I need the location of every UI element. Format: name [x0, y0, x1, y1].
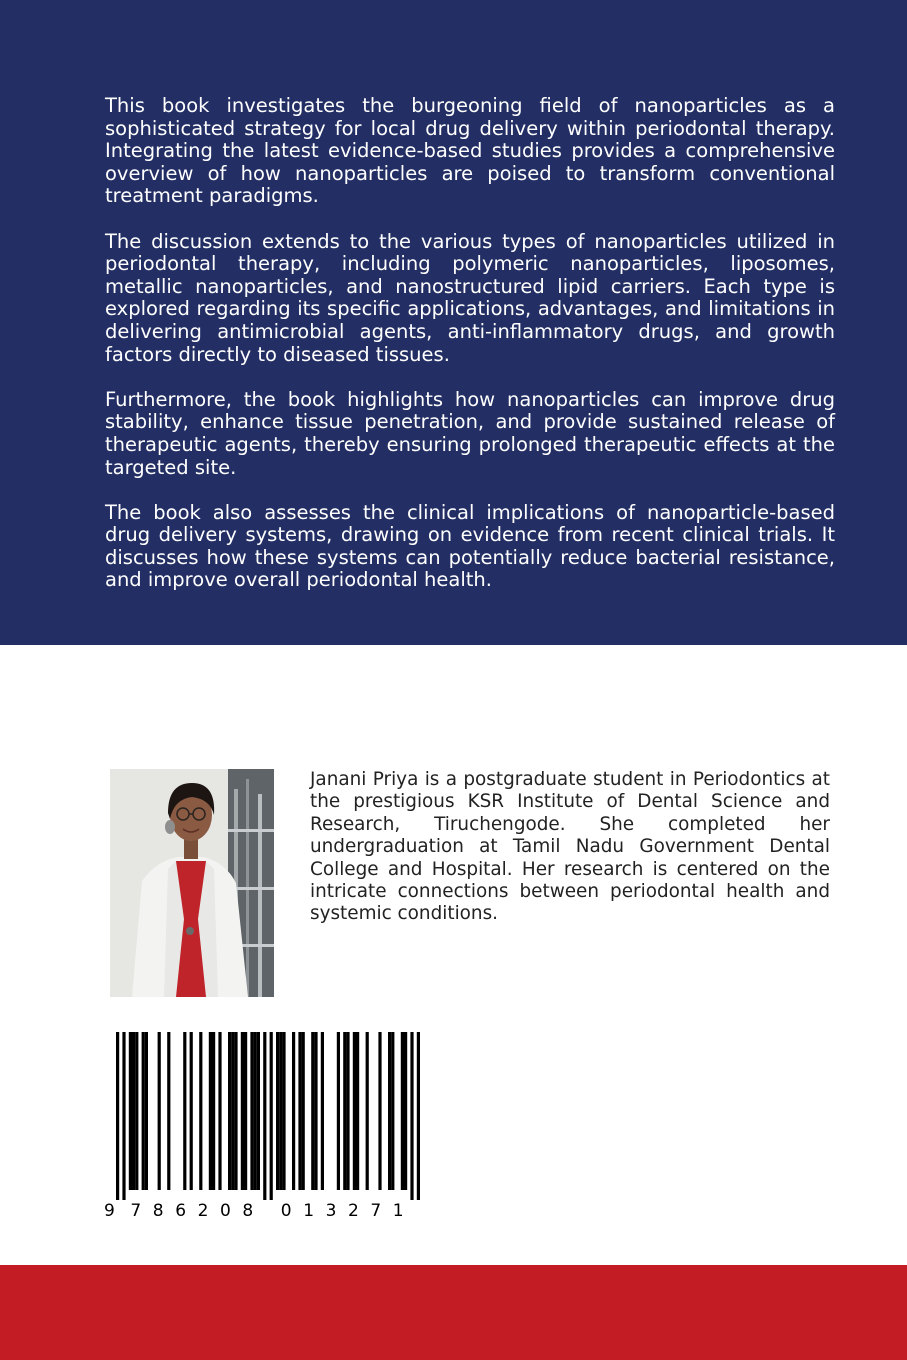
barcode-guard-bar: [122, 1032, 125, 1200]
barcode-digit: 8: [242, 1201, 254, 1221]
barcode-bar: [292, 1032, 295, 1190]
barcode-bar: [145, 1032, 148, 1190]
barcode-bar: [298, 1032, 301, 1190]
barcode-bar: [228, 1032, 231, 1190]
blurb-paragraph-4: The book also assesses the clinical implications of nanoparticle-based drug delivery systems, drawing on evidence from recent clinical trials. It discusses how these systems can potentially reduce bacterial resistance, and improve overall periodontal health.: [105, 500, 835, 592]
blurb-paragraph-2: The discussion extends to the various types of nanoparticles utilized in periodontal therapy, including polymeric nanoparticles, liposomes, metallic nanoparticles, and nanostructured lipid carriers. Each type is explored regarding its specific applications, advantages, and limitations in delivering antimicrobial agents, anti-inflammatory drugs, and growth factors directly to diseased tissues.: [105, 229, 835, 366]
barcode-digit: 7: [370, 1201, 382, 1221]
barcode-digit: 8: [152, 1201, 164, 1221]
barcode-bar: [279, 1032, 282, 1190]
barcode-bar: [199, 1032, 202, 1190]
barcode-bar: [142, 1032, 145, 1190]
barcode-bar: [250, 1032, 253, 1190]
barcode-guard-bar: [270, 1032, 273, 1200]
barcode-bar: [231, 1032, 234, 1190]
barcode-bar: [158, 1032, 161, 1190]
book-description: [105, 95, 835, 615]
barcode-bar: [321, 1032, 324, 1190]
barcode-bar: [378, 1032, 381, 1190]
barcode-bar: [132, 1032, 135, 1190]
blurb-paragraph-1: This book investigates the burgeoning field of nanoparticles as a sophisticated strategy for local drug delivery within periodontal therapy. Integrating the latest evidence-based studies provides a comprehensive overview of how nanoparticles are poised to transform conventional treatment paradigms.: [105, 94, 835, 208]
barcode-guard-bar: [263, 1032, 266, 1200]
barcode-bar: [401, 1032, 404, 1190]
barcode-bar: [282, 1032, 285, 1190]
bottom-color-band: [0, 1265, 907, 1360]
barcode-digit: 1: [392, 1201, 404, 1221]
barcode-bar: [257, 1032, 260, 1190]
blurb-paragraph-3: Furthermore, the book highlights how nanoparticles can improve drug stability, enhance tissue penetration, and provide sustained release of therapeutic agents, thereby ensuring prolonged therapeutic effects at the targeted site.: [105, 387, 835, 479]
barcode-bar: [311, 1032, 314, 1190]
barcode-bar: [343, 1032, 346, 1190]
barcode-bar: [129, 1032, 132, 1190]
barcode-bar: [302, 1032, 305, 1190]
barcode-guard-bar: [410, 1032, 413, 1200]
barcode-bar: [276, 1032, 279, 1190]
barcode-bar: [190, 1032, 193, 1190]
author-biography: Janani Priya is a postgraduate student in Periodontics at the prestigious KSR Institute of Dental Science and Research, Tiruchengode. She completed her undergraduation at Tamil Nadu Government Dental College and Hospital. Her research is centered on the intricate connections between periodontal health and systemic conditions.: [310, 769, 830, 925]
barcode-bar: [167, 1032, 170, 1190]
barcode-bar: [241, 1032, 244, 1190]
barcode-bar: [404, 1032, 407, 1190]
author-photo: [110, 769, 274, 997]
barcode-guard-bar: [417, 1032, 420, 1200]
barcode-bar: [212, 1032, 215, 1190]
barcode-bar: [346, 1032, 349, 1190]
barcode-digit: 2: [197, 1201, 209, 1221]
barcode-digit: 6: [175, 1201, 187, 1221]
back-cover-blurb-panel: [0, 0, 907, 645]
barcode-bar: [209, 1032, 212, 1190]
barcode-bar: [353, 1032, 356, 1190]
barcode-bar: [388, 1032, 391, 1190]
barcode-bar: [337, 1032, 340, 1190]
barcode-bar: [366, 1032, 369, 1190]
barcode-bar: [356, 1032, 359, 1190]
barcode-bar: [244, 1032, 247, 1190]
barcode-guard-bar: [116, 1032, 119, 1200]
barcode-bar: [183, 1032, 186, 1190]
barcode-bar: [254, 1032, 257, 1190]
barcode-digit: 3: [325, 1201, 337, 1221]
barcode-bar: [314, 1032, 317, 1190]
barcode-bar: [218, 1032, 221, 1190]
barcode-digit: 7: [130, 1201, 142, 1221]
barcode-digit: 9: [104, 1201, 115, 1221]
barcode-digit: 2: [348, 1201, 359, 1221]
barcode-bar: [234, 1032, 237, 1190]
barcode-bar: [135, 1032, 138, 1190]
barcode-digit: 0: [220, 1201, 231, 1221]
isbn-barcode: [104, 1032, 420, 1222]
barcode-bar: [391, 1032, 394, 1190]
barcode-digit: 1: [303, 1201, 315, 1221]
barcode-digit: 0: [280, 1201, 292, 1221]
